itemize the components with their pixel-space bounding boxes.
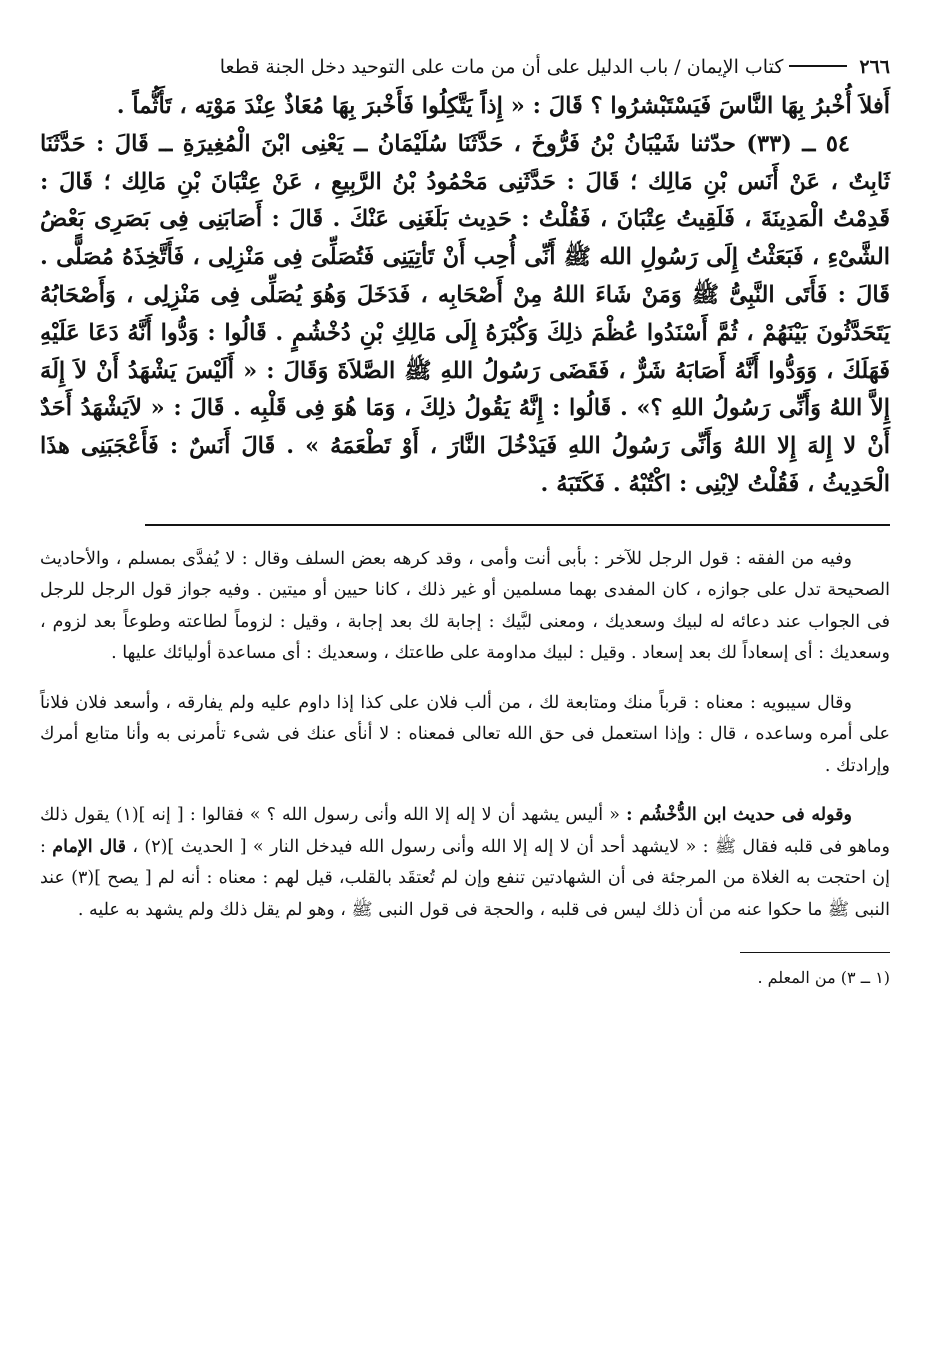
footnote-rule [740,952,890,953]
commentary-paragraph-3 [40,800,890,926]
commentary-paragraph-1: وفيه من الفقه : قول الرجل للآخر : بأبى أنت وأمى ، وقد كرهه بعض السلف وقال : لا يُفدَّى بمسلم ، والأحاديث الصحيحة تدل على جوازه ، كان المفدى بهما مسلمين أو غير ذلك ، كانا حيين أو ميتين . وفيه جواز قول الرجل للرجل فى الجواب عند دعائه له لبيك وسعديك ، ومعنى لبَّيك : إجابة لك بعد إجابة ، وقيل : لزوماً لطاعته وطوعاً بعد لزوم ، وسعديك : أى إسعاداً لك بعد إسعاد . وقيل : لبيك مداومة على طاعتك ، وسعديك : أى مساعدة أوليائك عليها . [40,548,890,664]
commentary-lead: وقوله فى حديث ابن الدُّخْشُم : [626,805,852,826]
book-page [40,52,890,1342]
commentary-paragraph-2: وقال سيبويه : معناه : قرباً منك ومتابعة لك ، من ألب فلان على كذا إذا داوم عليه ولم يفارقه ، وأسعد فلان فلاناً على أمره وساعده ، قال : وإذا استعمل فى حق الله تعالى فمعناه : لا أنأى عنك فى شىء تأمرنى به وأنا متابع أمرك وإرادتك . [40,692,890,776]
hadith-continuation: أَفلاَ أُخْبرُ بِهَا النَّاسَ فَيَسْتَبْشرُوا ؟ قَالَ : « إِذاً يَتَّكِلُوا فَأَخْبرَ بِهَا مُعَاذٌ عِنْدَ مَوْتِه ، تَأَثُّماً . [116,93,890,119]
commentary-imam-text: : إن احتجت به الغلاة من المرجئة فى أن الشهادتين تنفع وإن لم تُعتقَد بالقلب، قيل لهم : معناه : أنه لم [ يصح ](٣) عند النبى ﷺ ما حكوا عنه من أن ذلك ليس فى قلبه ، والحجة فى قول النبى ﷺ ، وهو لم يقل ذلك ولم يشهد به عليه . [40,836,890,920]
header-dash [789,65,847,67]
page-number: ٢٦٦ [859,56,890,78]
running-header [40,52,890,84]
commentary-quote: « أليس يشهد أن لا إله إلا الله وأنى رسول الله ؟ » فقالوا : [ إنه ](١) يقول ذلك وماهو فى قلبه فقال ﷺ : « لايشهد أحد أن لا إله إلا الله وأنى رسول الله فيدخل النار » [ الحديث ](٢) ، [40,805,890,857]
imam-label: قال الإمام [52,836,126,857]
header-title: كتاب الإيمان / باب الدليل على أن من مات على التوحيد دخل الجنة قطعا [219,56,784,78]
footnote: (١ ــ ٣) من المعلم . [757,968,890,988]
separator-rule [145,524,890,526]
hadith-text [40,88,890,504]
commentary [40,544,890,927]
hadith-54: ٥٤ ــ (٣٣) حدّثنا شَيْبَانُ بْنُ فَرُّوخَ ، حَدَّثَنَا سُلَيْمَانُ ــ يَعْنِى ابْنَ الْمُغِيرَةِ ــ قَالَ : حَدَّثَنَا ثَابِتٌ ، عَنْ أَنَس بْنِ مَالِك ؛ قَالَ : حَدَّثَنِى مَحْمُودُ بْنُ الرَّبِيعِ ، عَنْ عِتْبَانَ بْنِ مَالِك ؛ قَالَ : قَدِمْتُ الْمَدِينَةَ ، فَلَقِيتُ عِتْبَانَ ، فَقُلْتُ : حَدِيث بَلَغَنِى عَنْكَ . قَالَ : أَصَابَنِى فِى بَصَرِى بَعْضُ الشَّىْءِ ، فَبَعَثْتُ إِلَى رَسُولِ الله ﷺ أَنِّى أُحِب أَنْ تَأتِيَنِى فَتُصَلِّىَ فِى مَنْزِلِى ، فَأَتَّخِذَهُ مُصَلًّى . قَالَ : فَأَتَى النَّبِىُّ ﷺ وَمَنْ شَاءَ اللهُ مِنْ أَصْحَابِه ، فَدَخَلَ وَهُوَ يُصَلِّى فِى مَنْزِلِى ، وَأَصْحَابُهُ يَتَحَدَّثُونَ بَيْنَهُمْ ، ثُمَّ أَسْنَدُوا عُظْمَ ذلِكَ وَكُبْرَهُ إِلَى مَالِكِ بْنِ دُخْشُمٍ . قَالُوا : وَدُّوا أَنَّهُ دَعَا عَلَيْهِ فَهَلَكَ ، وَوَدُّوا أَنَّهُ أَصَابَهُ شَرٌّ ، فَقَضَى رَسُولُ اللهِ ﷺ الصَّلاَةَ وَقَالَ : « أَلَيْسَ يَشْهَدُ أَنْ لاَ إِلَهَ إِلاَّ اللهُ وَأَنِّى رَسُولُ اللهِ ؟» . قَالُوا : إِنَّهُ يَقُولُ ذلِكَ ، وَمَا هُوَ فِى قَلْبِه . قَالَ : « لاَيَشْهَدُ أَحَدٌ أَنْ لا إِلهَ إِلا اللهُ وَأَنِّى رَسُولُ اللهِ فَيَدْخُلَ النَّارَ ، أَوْ تَطْعَمَهُ » . قَالَ أَنَسٌ : فَأَعْجَبَنِى هذَا الْحَدِيثُ ، فَقُلْتُ لاِبْنِى : اكْتُبْهُ . فَكَتَبَهُ . [40,130,890,497]
